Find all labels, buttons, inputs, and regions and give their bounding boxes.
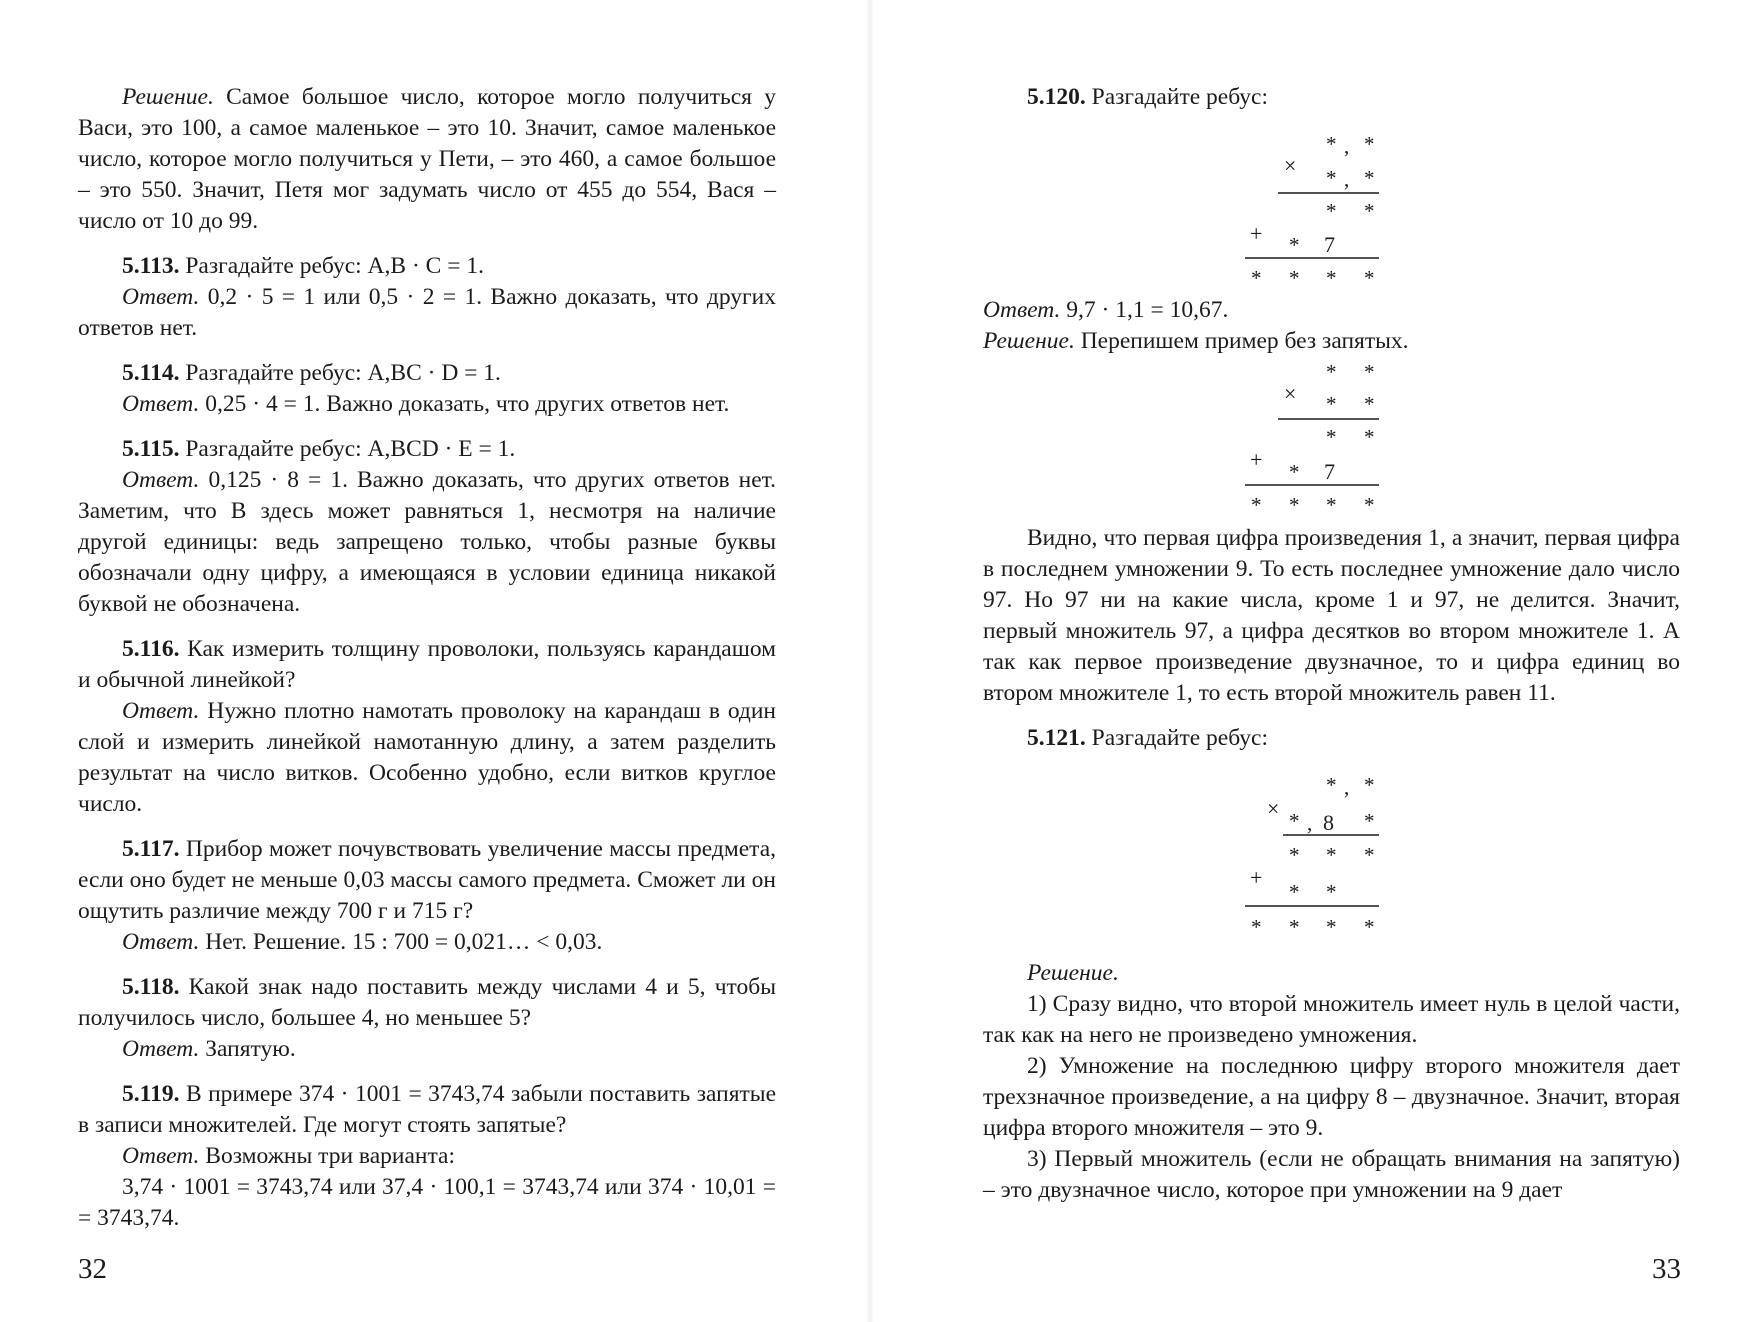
rebus-digit: 7 bbox=[1324, 232, 1335, 257]
rebus-digit: * bbox=[1289, 460, 1300, 484]
rebus-digit: * bbox=[1364, 809, 1375, 833]
rebus-comma: , bbox=[1344, 167, 1350, 191]
rebus-digit: * bbox=[1326, 132, 1337, 156]
solution-label: Решение. bbox=[1027, 960, 1119, 986]
rebus-digit: * bbox=[1364, 360, 1375, 384]
rebus-digit: * bbox=[1251, 266, 1262, 290]
solution-intro: Перепишем пример без запятых. bbox=[1074, 328, 1409, 354]
solution-label-5-121 bbox=[983, 958, 1680, 989]
answer-text: Запятую. bbox=[199, 1036, 296, 1062]
rebus-digit: * bbox=[1326, 166, 1337, 190]
rebus-digit: * bbox=[1364, 132, 1375, 156]
answer-variants: 3,74 · 1001 = 3743,74 или 37,4 · 100,1 = 3743,74 или 374 · 10,01 = = 3743,74. bbox=[78, 1174, 776, 1231]
rebus-comma: , bbox=[1307, 811, 1313, 835]
problem-number: 5.118. bbox=[122, 974, 180, 1000]
rebus-digit: * bbox=[1326, 392, 1337, 416]
solution-step-1: 1) Сразу видно, что второй множитель имеет нуль в целой части, так как на него не произведено умножения. bbox=[983, 991, 1680, 1048]
problem-5-113 bbox=[78, 251, 776, 344]
solution-text-5-120: Видно, что первая цифра произведения 1, а значит, первая цифра в последнем умножении 9. То есть последнее умножение дало число 97. Но 97 ни на какие числа, кроме 1 и 97, не делится. Значит, первый множитель 97, а цифра десятков во втором множителе 1. А так как первое произведение двузначное, то и цифра единиц во втором множителе 1, то есть второй множитель равен 11. bbox=[983, 525, 1680, 706]
answer-text: Нужно плотно намотать проволоку на карандаш в один слой и измерить линейкой намотанную длину, а затем разделить результат на число витков. Особенно удобно, если витков круглое число. bbox=[78, 698, 776, 817]
rebus-digit: * bbox=[1364, 425, 1375, 449]
intro-solution bbox=[78, 82, 776, 237]
problem-5-117 bbox=[78, 834, 776, 958]
problem-5-120 bbox=[983, 82, 1680, 113]
rebus-5-121 bbox=[983, 754, 1680, 939]
rebus-digit: * bbox=[1289, 809, 1300, 833]
problem-text: Разгадайте ребус: bbox=[1085, 84, 1268, 110]
rebus-digit: * bbox=[1289, 915, 1300, 939]
rebus-digit: * bbox=[1326, 773, 1337, 797]
rebus-comma: , bbox=[1344, 775, 1350, 799]
problem-number: 5.120. bbox=[1027, 84, 1086, 110]
rebus-5-120-no-commas bbox=[983, 357, 1680, 517]
problem-5-119 bbox=[78, 1079, 776, 1234]
intro-text: Самое большое число, которое могло получиться у Васи, это 100, а самое маленькое – это 10. Значит, самое маленькое число, которое могло получиться у Пети, – это 460, а самое большое – это 550. Значит, Петя мог задумать число от 455 до 554, Вася – число от 10 до 99. bbox=[78, 84, 776, 234]
rebus-diagram bbox=[983, 357, 1680, 517]
rebus-digit: * bbox=[1326, 880, 1337, 904]
problem-5-118 bbox=[78, 972, 776, 1065]
answer-label: Ответ. bbox=[122, 698, 200, 724]
solution-step-2: 2) Умножение на последнюю цифру второго множителя дает трехзначное произведение, а на цифру 8 – двузначное. Значит, вторая цифра второго множителя – это 9. bbox=[983, 1053, 1680, 1141]
rebus-digit: * bbox=[1326, 915, 1337, 939]
rebus-digit: * bbox=[1289, 233, 1300, 257]
solution-label: Решение. bbox=[122, 84, 214, 110]
rebus-comma: , bbox=[1344, 134, 1350, 158]
rebus-digit: * bbox=[1326, 360, 1337, 384]
rebus-digit: * bbox=[1251, 493, 1262, 517]
answer-text: 9,7 · 1,1 = 10,67. bbox=[1060, 297, 1229, 323]
rebus-digit: * bbox=[1289, 880, 1300, 904]
problem-text: Разгадайте ребус: A,B · C = 1. bbox=[179, 253, 484, 279]
solution-label: Решение. bbox=[983, 328, 1075, 354]
rebus-digit: * bbox=[1364, 493, 1375, 517]
answer-text: Возможны три варианта: bbox=[199, 1143, 455, 1169]
answer-label: Ответ. bbox=[122, 929, 200, 955]
answer-label: Ответ. bbox=[122, 391, 200, 417]
rebus-digit: * bbox=[1326, 199, 1337, 223]
times-sign: × bbox=[1284, 381, 1297, 406]
problem-text: Разгадайте ребус: bbox=[1085, 725, 1268, 751]
problem-number: 5.119. bbox=[122, 1081, 180, 1107]
problem-text: Разгадайте ребус: A,BCD · E = 1. bbox=[179, 436, 516, 462]
answer-label: Ответ. bbox=[122, 467, 200, 493]
problem-text: Какой знак надо поставить между числами 4 и 5, чтобы получилось число, большее 4, но меньшее 5? bbox=[78, 974, 776, 1031]
problem-text: Прибор может почувствовать увеличение массы предмета, если оно будет не меньше 0,03 массы самого предмета. Сможет ли он ощутить различие между 700 г и 715 г? bbox=[78, 836, 776, 924]
rebus-digit: 8 bbox=[1323, 810, 1334, 835]
problem-text: Разгадайте ребус: A,BC · D = 1. bbox=[179, 360, 501, 386]
answer-text: 0,2 · 5 = 1 или 0,5 · 2 = 1. Важно доказать, что других ответов нет. bbox=[78, 284, 776, 341]
problem-5-115 bbox=[78, 434, 776, 620]
rebus-digit: * bbox=[1364, 843, 1375, 867]
answer-text: 0,125 · 8 = 1. Важно доказать, что других ответов нет. Заметим, что B здесь может равняться 1, несмотря на наличие другой единицы: ведь запрещено только, чтобы разные буквы обозначали одну цифру, а имеющаяся в условии единица никакой буквой не обозначена. bbox=[78, 467, 776, 617]
answer-label: Ответ. bbox=[983, 297, 1061, 323]
rebus-digit: * bbox=[1364, 266, 1375, 290]
rebus-digit: * bbox=[1289, 493, 1300, 517]
solution-5-120 bbox=[983, 326, 1680, 357]
rebus-digit: * bbox=[1364, 166, 1375, 190]
rebus-digit: * bbox=[1326, 493, 1337, 517]
answer-5-120 bbox=[983, 295, 1680, 326]
rebus-diagram bbox=[983, 113, 1680, 290]
answer-label: Ответ. bbox=[122, 1143, 200, 1169]
right-column bbox=[983, 82, 1680, 1206]
problem-number: 5.117. bbox=[122, 836, 180, 862]
answer-text: Нет. Решение. 15 : 700 = 0,021… < 0,03. bbox=[199, 929, 603, 955]
problem-number: 5.116. bbox=[122, 636, 180, 662]
page-number: 33 bbox=[1652, 1253, 1681, 1285]
rebus-digit: 7 bbox=[1324, 459, 1335, 484]
rebus-digit: * bbox=[1364, 392, 1375, 416]
times-sign: × bbox=[1284, 153, 1297, 178]
answer-label: Ответ. bbox=[122, 284, 200, 310]
problem-5-114 bbox=[78, 358, 776, 420]
left-column bbox=[78, 82, 776, 1234]
solution-step-3: 3) Первый множитель (если не обращать внимания на запятую) – это двузначное число, которое при умножении на 9 дает bbox=[983, 1146, 1680, 1203]
problem-number: 5.121. bbox=[1027, 725, 1086, 751]
plus-sign: + bbox=[1250, 447, 1263, 472]
rebus-digit: * bbox=[1326, 843, 1337, 867]
problem-number: 5.115. bbox=[122, 436, 180, 462]
problem-text: В примере 374 · 1001 = 3743,74 забыли поставить запятые в записи множителей. Где могут стоять запятые? bbox=[78, 1081, 776, 1138]
rebus-digit: * bbox=[1289, 843, 1300, 867]
problem-number: 5.113. bbox=[122, 253, 180, 279]
answer-label: Ответ. bbox=[122, 1036, 200, 1062]
rebus-digit: * bbox=[1364, 773, 1375, 797]
rebus-5-120 bbox=[983, 113, 1680, 290]
plus-sign: + bbox=[1250, 865, 1263, 890]
rebus-digit: * bbox=[1364, 915, 1375, 939]
problem-number: 5.114. bbox=[122, 360, 180, 386]
page-number: 32 bbox=[78, 1253, 107, 1285]
problem-5-116 bbox=[78, 634, 776, 820]
problem-text: Как измерить толщину проволоки, пользуясь карандашом и обычной линейкой? bbox=[78, 636, 776, 693]
answer-text: 0,25 · 4 = 1. Важно доказать, что других ответов нет. bbox=[199, 391, 730, 417]
rebus-diagram bbox=[983, 754, 1680, 939]
rebus-digit: * bbox=[1326, 266, 1337, 290]
problem-5-121 bbox=[983, 723, 1680, 754]
rebus-digit: * bbox=[1289, 266, 1300, 290]
plus-sign: + bbox=[1250, 221, 1263, 246]
rebus-digit: * bbox=[1326, 425, 1337, 449]
rebus-digit: * bbox=[1364, 199, 1375, 223]
right-page bbox=[870, 0, 1739, 1322]
times-sign: × bbox=[1267, 796, 1280, 821]
rebus-digit: * bbox=[1251, 915, 1262, 939]
